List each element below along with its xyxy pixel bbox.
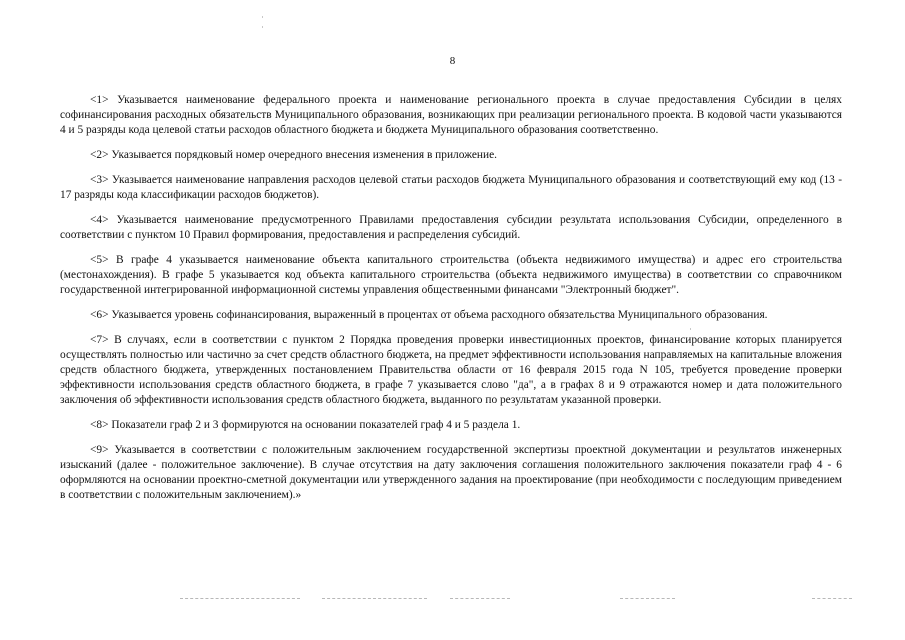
footnote-text: В графе 4 указывается наименование объекта капитального строительства (объекта недвижимого имущества) и адрес его строительства (местонахождения). В графе 5 указывается код объекта капитального строительства (объекта недвижимого имущества) в соответствии со справочником государственной интегрированной информационной системы управления общественными финансами "Электронный бюджет".	[60, 254, 842, 296]
footnote-text: Указывается уровень софинансирования, выраженный в процентах от объема расходного обязательства Муниципального образования.	[111, 309, 768, 321]
footnotes-list	[60, 93, 842, 513]
footnote-5	[60, 253, 842, 298]
scan-artifact-line	[180, 598, 300, 600]
scan-artifact-line	[322, 598, 427, 600]
footnote-marker: <5>	[90, 254, 109, 266]
footnote-text: Указывается порядковый номер очередного внесения изменения в приложение.	[111, 149, 498, 161]
footnote-text: Указывается наименование предусмотренного Правилами предоставления субсидии результата использования Субсидии, определенного в соответствии с пунктом 10 Правил формирования, предоставления и распределения субсидий.	[60, 214, 842, 241]
footnote-text: В случаях, если в соответствии с пунктом 2 Порядка проведения проверки инвестиционных проектов, финансирование которых планируется осуществлять полностью или частично за счет средств областного бюджета, на предмет эффективности использования направляемых на капитальные вложения средств областного бюджета, утвержденных постановлением Правительства области от 16 февраля 2015 года N 105, требуется проведение проверки эффективности использования средств областного бюджета, в графе 7 указывается слово "да", а в графах 8 и 9 отражаются номер и дата положительного заключения об эффективности использования средств областного бюджета, выданного по результатам указанной проверки.	[60, 334, 842, 406]
scan-artifact-line	[812, 598, 852, 600]
footnote-7	[60, 333, 842, 408]
footnote-marker: <6>	[90, 309, 109, 321]
footnote-text: Указывается в соответствии с положительным заключением государственной экспертизы проектной документации и результатов инженерных изысканий (далее - положительное заключение). В случае отсутствия на дату заключения соглашения положительного заключения показатели граф 4 - 6 оформляются на основании проектно-сметной документации или утвержденного задания на проектирование (при необходимости с последующим приведением в соответствии с положительным заключением).»	[60, 444, 842, 501]
footnote-8	[60, 418, 842, 433]
footnote-marker: <9>	[90, 444, 109, 456]
footnote-text: Указывается наименование федерального проекта и наименование регионального проекта в случае предоставления Субсидии в целях софинансирования расходных обязательств Муниципального образования, возникающих при реализации регионального проекта. В кодовой части указываются 4 и 5 разряды кода целевой статьи расходов областного бюджета и бюджета Муниципального образования соответственно.	[60, 94, 842, 136]
footnote-text: Указывается наименование направления расходов целевой статьи расходов бюджета Муниципального образования и соответствующий ему код (13 - 17 разряды кода классификации расходов бюджетов).	[60, 174, 842, 201]
footnote-6	[60, 308, 842, 323]
footnote-marker: <3>	[90, 174, 109, 186]
footnote-marker: <1>	[90, 94, 109, 106]
footnote-text: Показатели граф 2 и 3 формируются на основании показателей граф 4 и 5 раздела 1.	[111, 419, 521, 431]
footnote-2	[60, 148, 842, 163]
scan-speck	[262, 16, 263, 18]
footnote-1	[60, 93, 842, 138]
footnote-marker: <7>	[90, 334, 109, 346]
footnote-marker: <2>	[90, 149, 109, 161]
footnote-3	[60, 173, 842, 203]
page-number: 8	[449, 55, 456, 67]
scan-speck	[690, 328, 691, 330]
footnote-marker: <8>	[90, 419, 109, 431]
scan-artifact-line	[450, 598, 510, 600]
footnote-9	[60, 443, 842, 503]
footnote-4	[60, 213, 842, 243]
scan-speck	[262, 26, 263, 28]
footnote-marker: <4>	[90, 214, 109, 226]
scan-artifact-line	[620, 598, 675, 600]
